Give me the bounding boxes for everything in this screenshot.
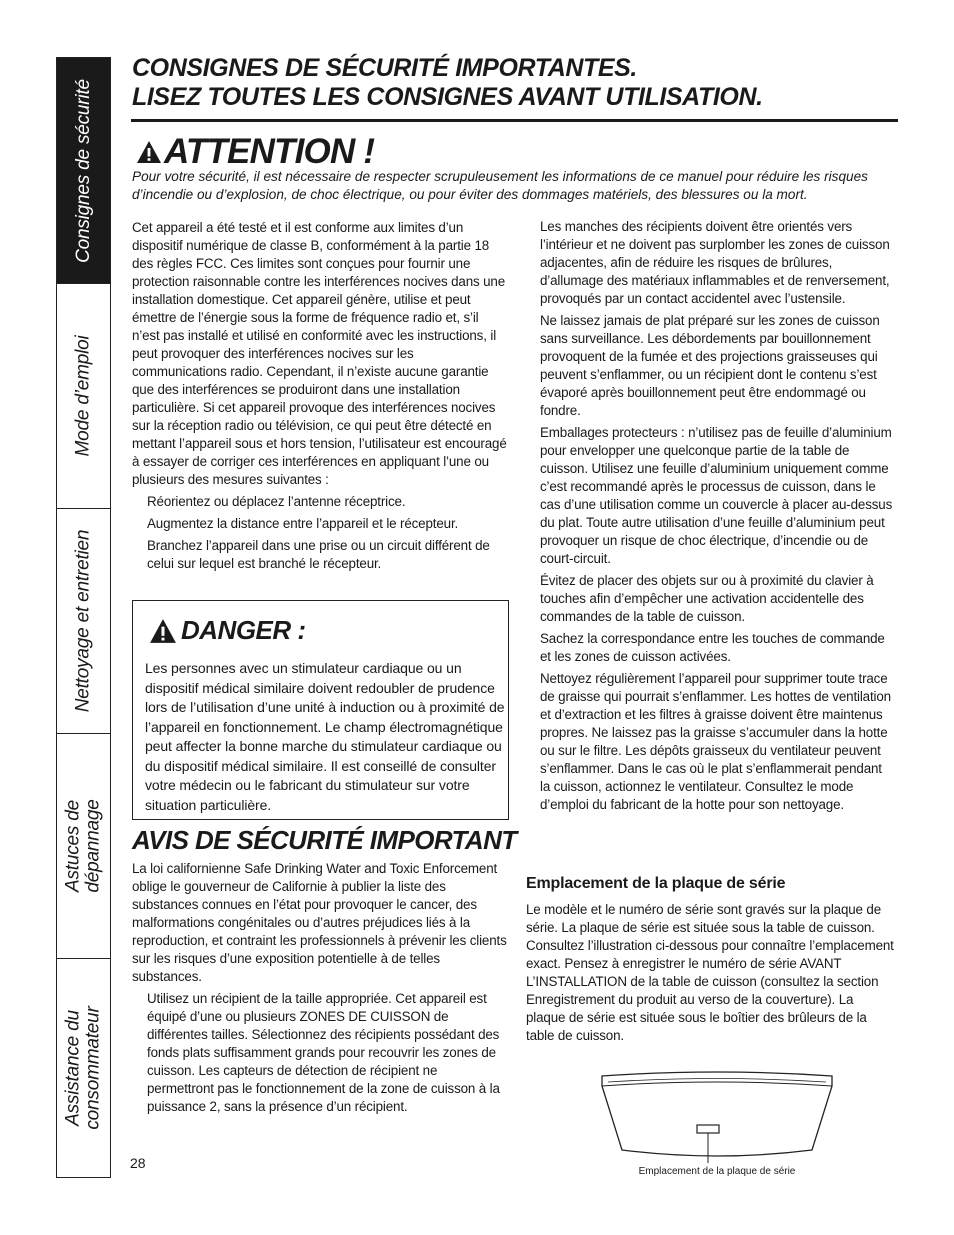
avis-note: Utilisez un récipient de la taille appropriée. Cet appareil est équipé d’une ou plusieurs ZONES DE CUISSON de différentes tailles. Sélectionnez des récipients possédant des fonds plats suffisamment grands pour recouvrir les zones de cuisson. Les capteurs de détection de récipient ne permettront pas le fonctionnement de la zone de cuisson à la puissance 2, sans la présence d’un récipient. <box>147 991 500 1114</box>
avis-section <box>132 860 507 1120</box>
avis-heading: AVIS DE SÉCURITÉ IMPORTANT <box>132 825 517 855</box>
measure-item: Réorientez ou déplacez l’antenne réceptrice. <box>147 494 406 509</box>
tab-consignes-de-securite[interactable] <box>57 58 110 284</box>
tab-label: Nettoyage et entretien <box>72 529 94 713</box>
attention-heading <box>136 132 374 172</box>
warning-triangle-icon <box>149 618 177 644</box>
cooktop-serial-plate-illustration <box>598 1070 836 1166</box>
attention-title: ATTENTION ! <box>164 132 375 171</box>
tip-paragraph: Évitez de placer des objets sur ou à proximité du clavier à touches afin d’empêcher une activation accidentelle des commandes de la table de cuisson. <box>540 573 874 624</box>
measure-item: Augmentez la distance entre l’appareil et le récepteur. <box>147 516 459 531</box>
tab-label: Consignes de sécurité <box>72 78 94 263</box>
avis-paragraph: La loi californienne Safe Drinking Water and Toxic Enforcement oblige le gouverneur de Californie à publier la liste des substances connues en l’état pour provoquer le cancer, des malformations congénitales ou d’autres préjudices liés à la reproduction, et contraint les professionnels à prévenir les clients sur les risques d’une exposition potentielle à de telles substances. <box>132 861 507 984</box>
tab-nettoyage-et-entretien[interactable] <box>57 509 110 734</box>
serial-section <box>526 901 896 1049</box>
section-tabs <box>56 57 111 1178</box>
title-line-2: LISEZ TOUTES LES CONSIGNES AVANT UTILISATION. <box>132 83 763 111</box>
page-title <box>132 54 902 112</box>
serial-paragraph: Le modèle et le numéro de série sont gravés sur la plaque de série. La plaque de série est située sous la table de cuisson. Consultez l’illustration ci-dessous pour connaître l’emplacement exact. Pensez à enregistrer le numéro de série AVANT L’INSTALLATION de la table de cuisson (consultez la section Enregistrement du produit au verso de la couverture). La plaque de série est située sous le boîtier des brûleurs de la table de cuisson. <box>526 902 894 1043</box>
fcc-paragraph: Cet appareil a été testé et il est conforme aux limites d’un dispositif numérique de classe B, conformément à la partie 18 des règles FCC. Ces limites sont conçues pour fournir une protection raisonnable contre les interférences nocives dans une installation domestique. Cet appareil génère, utilise et peut émettre de l’énergie sous la forme de fréquence radio et, s’il n’est pas installé et utilisé en conformité avec les instructions, il peut provoquer des interférences nocives sur les communications radio. Cependant, il n’existe aucune garantie que des interférences se produiront dans une installation particulière. Si cet appareil provoque des interférences nocives sur la réception radio ou télévision, ce qui peut être détecté en mettant l’appareil sous et hors tension, l’utilisateur est encouragé à essayer de corriger ces interférences en appliquant l’une ou plusieurs des mesures suivantes : <box>132 220 507 487</box>
title-line-1: CONSIGNES DE SÉCURITÉ IMPORTANTES. <box>132 54 637 82</box>
tab-label: Assistance du consommateur <box>62 1006 104 1130</box>
illustration-caption: Emplacement de la plaque de série <box>638 1166 796 1177</box>
tip-paragraph: Sachez la correspondance entre les touches de commande et les zones de cuisson activées. <box>540 631 885 664</box>
header-divider <box>131 119 898 122</box>
fcc-section <box>132 219 507 577</box>
tab-label: Astuces de dépannage <box>62 799 104 893</box>
measure-item: Branchez l’appareil dans une prise ou un circuit différent de celui sur lequel est branché le récepteur. <box>147 538 490 571</box>
serial-heading: Emplacement de la plaque de série <box>526 875 786 892</box>
tip-paragraph: Nettoyez régulièrement l’appareil pour supprimer toute trace de graisse qui pourrait s’enflammer. Les hottes de ventilation et d’extraction et les filtres à graisse doivent être maintenus propres. Ne laissez pas la graisse s’accumuler dans la hotte ou sur le filtre. Les dépôts graisseux du ventilateur peuvent s’enflammer. Dans le cas où le plat s’enflammerait pendant la cuisson, actionnez le ventilateur. Consultez le mode d’emploi du fabricant de la hotte pour son nettoyage. <box>540 671 891 812</box>
danger-box <box>132 600 509 820</box>
tab-mode-d-emploi[interactable] <box>57 284 110 509</box>
tip-paragraph: Ne laissez jamais de plat préparé sur les zones de cuisson sans surveillance. Les débordements par bouillonnement provoquent de la fumée et des projections graisseuses qui peuvent s’enflammer, ou un récipient dont le contenu s’est évaporé après bouillonnement peut être endommagé ou fondre. <box>540 313 880 418</box>
tip-paragraph: Emballages protecteurs : n’utilisez pas de feuille d’aluminium pour envelopper une quelconque partie de la table de cuisson. Utilisez une feuille d’aluminium uniquement comme c’est recommandé après le processus de cuisson, dans le cas d’une utilisation comme un couvercle à placer au-dessus du plat. Toute autre utilisation d’une feuille d’aluminium peut provoquer un risque de choc électrique, d’incendie ou de court-circuit. <box>540 425 893 566</box>
page-number: 28 <box>130 1155 146 1171</box>
danger-text: Les personnes avec un stimulateur cardiaque ou un dispositif médical similaire doivent redoubler de prudence lors de l’utilisation d’une unité à induction ou à proximité de l’appareil en fonctionnement. Le champ électromagnétique peut affecter la bonne marche du stimulateur cardiaque ou du dispositif médical similaire. Il est conseillé de consulter votre médecin ou le fabricant du stimulateur sur votre situation particulière. <box>145 660 505 813</box>
tip-paragraph: Les manches des récipients doivent être orientés vers l’intérieur et ne doivent pas surplomber les zones de cuisson adjacentes, afin de réduire les risques de brûlures, d’allumage des matériaux inflammables et de renversement, provoqués par un contact accidentel avec l’ustensile. <box>540 219 890 306</box>
danger-heading <box>149 615 306 646</box>
danger-title: DANGER : <box>181 615 306 645</box>
safety-tips-section <box>540 218 895 818</box>
warning-triangle-icon <box>136 140 162 164</box>
tab-label: Mode d’emploi <box>72 335 94 457</box>
tab-assistance-du-consommateur[interactable] <box>57 959 110 1177</box>
tab-astuces-de-depannage[interactable] <box>57 734 110 959</box>
attention-intro: Pour votre sécurité, il est nécessaire de respecter scrupuleusement les informations de ce manuel pour réduire les risques d’incendie ou d’explosion, de choc électrique, ou pour éviter des dommages matériels, des blessures ou la mort. <box>132 169 868 202</box>
